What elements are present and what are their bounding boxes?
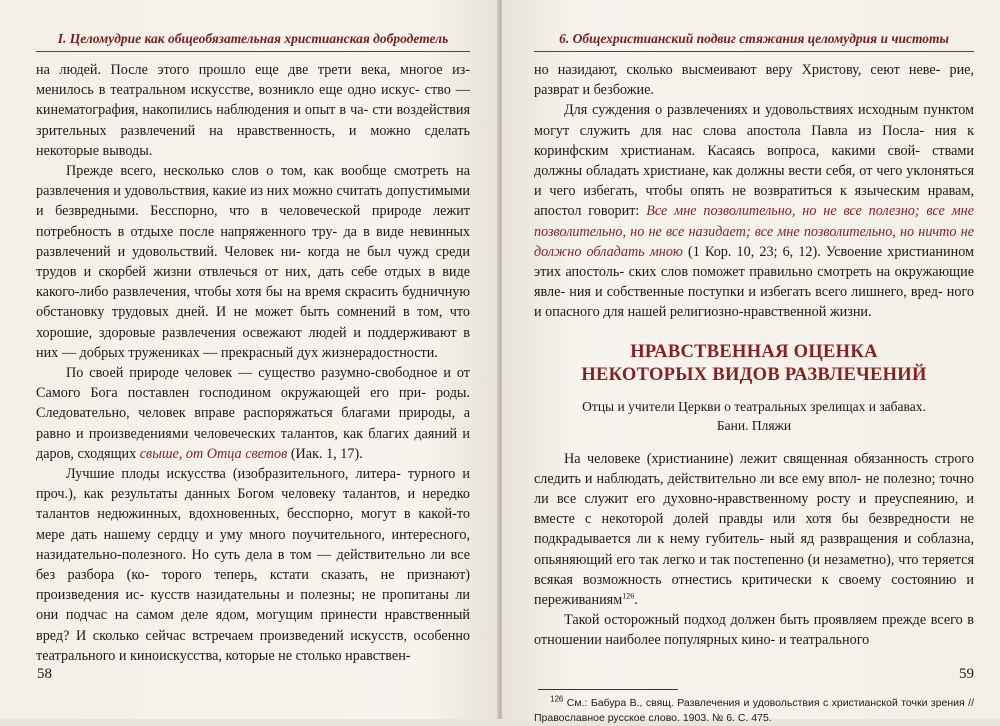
text-line: кусств назидательны и полезны; не пропитаны ли они подчас xyxy=(36,587,470,624)
right-page-number: 59 xyxy=(959,666,974,682)
right-paragraph-1 xyxy=(534,60,974,100)
text-line: На человеке (христианине) лежит священная обязанность xyxy=(564,450,929,467)
text-line: талантов, и нередко талантов недюжинных, вдохновенных, xyxy=(36,486,470,523)
section-heading-line: НЕКОТОРЫХ ВИДОВ РАЗВЛЕЧЕНИЙ xyxy=(581,364,927,385)
text-line: них, дать себе отдых в виде какого-либо развлечения, чтобы xyxy=(36,264,471,301)
right-page xyxy=(502,0,1000,724)
text-line: можно сделать некоторые выводы. xyxy=(36,122,471,159)
text-line: ния к коринфским христианам. Касаясь вопроса, какими свой- xyxy=(534,122,974,159)
text-line: да в виде невинных развлечений и удовольствий. Человек ни- xyxy=(36,223,471,260)
right-section-body xyxy=(534,449,974,651)
scripture-quote: но не все полезно; все мне позволительно, но не все назидает; xyxy=(534,203,975,240)
text-line: много поучительного, интересного, назидательно-полезного. xyxy=(36,526,470,563)
text-line: пунктом могут служить для нас слова апостола Павла из Посла- xyxy=(534,102,975,139)
text-line: строго следить и наблюдать, действительно ли все ему впол- xyxy=(534,450,974,487)
scripture-reference: (Иак. 1, 17). xyxy=(290,445,363,462)
text-line: природе лежит потребность в отдыхе после напряженного тру- xyxy=(36,203,470,240)
section-heading-line: НРАВСТВЕННАЯ ОЦЕНКА xyxy=(630,341,878,362)
text-line: и от Самого Бога поставлен господином окружающей его при- xyxy=(36,365,470,402)
text-line: торого теперь, кстати сказать, не признают) произведения ис- xyxy=(36,567,470,604)
footnote xyxy=(534,696,974,726)
text-line: на людей. После этого прошло еще две трети века, многое из- xyxy=(36,62,470,78)
text-line: Для суждения о развлечениях и удовольствиях исходным xyxy=(564,102,919,119)
left-paragraph-3 xyxy=(36,363,470,464)
text-line: Лучшие плоды искусства (изобразительного, литера- xyxy=(66,466,401,483)
scripture-quote: свыше, от Отца светов xyxy=(139,445,288,462)
right-paragraph-3: На человеке (христианине) лежит священная обязанность строго следить и наблюдать, действительно ли все ему впол- не полезно; точно ли все служит его духовно-нравственному росту и преуспеянию, и вместе с некоторой долей правды или хотя бы безвредности не подкрадывается ли к нему губитель- ный яд развращения и соблазна, опьяняющий его так легко и так постепенно (и незаметно), что теряется всякая возможность отнестись критически к своему состоянию и переживаниям$^{126}$. xyxy=(534,450,975,609)
text-line: тружениках — прекрасный дух жизнерадостности. xyxy=(128,344,438,361)
footnote-number: 126 xyxy=(550,694,564,704)
footnote-text: См.: Бабура В., свящ. Развлечения и удовольствия с христианской точки зрения // Православное русское слово. 1903. № 6. С. 475. xyxy=(534,696,974,724)
text-line: дней. И не может быть сомнений в том, что хорошие, здоровые xyxy=(36,304,471,341)
text-line: Такой осторожный подход должен быть проявляем прежде xyxy=(564,612,927,629)
text-line: менилось в театральном искусстве, возникло еще одно искус- xyxy=(36,82,420,99)
text-line: И сколько сейчас встречаем произведений искусств, особенно xyxy=(75,627,471,644)
section-subheading xyxy=(534,397,974,435)
left-paragraph-2 xyxy=(36,161,470,363)
left-paragraph-1 xyxy=(36,60,470,161)
right-body-text xyxy=(534,60,974,323)
section-heading xyxy=(534,341,974,387)
text-line: росту и преуспеянию, и вместе с некоторой долей правды или xyxy=(534,491,975,528)
text-line: всего в отношении наиболее популярных кино- и театрального xyxy=(534,612,974,649)
section-subheading-line: Бани. Пляжи xyxy=(716,417,792,433)
right-paragraph-2 xyxy=(534,100,974,322)
text-line: рие, разврат и безбожие. xyxy=(534,62,974,99)
scripture-quote: Все мне позволительно, xyxy=(646,203,796,220)
text-line: ствами должны обладать христиане, как должны вести себя, от xyxy=(534,142,974,180)
left-body-text xyxy=(36,60,470,666)
text-line: роды. Следовательно, человек вправе распоряжаться благами xyxy=(36,385,471,422)
text-line: когда не был чужд среди трудов и скорбей жизни отвлечься от xyxy=(36,243,470,281)
text-line: на развлечения и удовольствия, какие из них можно считать xyxy=(36,163,471,200)
text-line: чего уклоняться и чего избегать, чтобы опять не возвратиться xyxy=(534,163,975,200)
text-line: ство — кинематография, накопились наблюдения и опыт в ча- xyxy=(36,82,470,119)
text-line: бесспорно, могут в какой-то мере дать нашему сердцу и уму xyxy=(36,506,470,543)
right-paragraph-4 xyxy=(534,610,974,650)
text-line: театрального и киноискусства, которые не столько нравствен- xyxy=(36,647,411,664)
footnote-reference[interactable]: 126 xyxy=(622,591,635,601)
left-paragraph-4 xyxy=(36,464,470,666)
text-line: но назидают, сколько высмеивают веру Христову, сеют неве- xyxy=(534,62,941,78)
text-line: Прежде всего, несколько слов о том, как вообще смотреть xyxy=(66,163,449,180)
text-line: не полезно; точно ли все служит его духовно-нравственному xyxy=(534,470,975,508)
text-line: Но суть дела в том — действительно ли все без разбора (ко- xyxy=(36,546,470,584)
left-page xyxy=(0,0,498,719)
text-line: на самом деле ядом, могущим принести нравственный вред? xyxy=(36,607,470,644)
text-line: допустимыми и безвредными. Бесспорно, что в человеческой xyxy=(36,183,470,220)
text-line: как благих даяний и даров, сходящих xyxy=(36,425,471,462)
text-line: к языческим нравам, апостол говорит: xyxy=(534,183,975,220)
text-line: хотя бы безвредности не подкрадывается ли к нему губитель- xyxy=(534,511,974,548)
text-line: природы, а равно и произведениями человеческих талантов, xyxy=(36,405,471,442)
left-page-number: 58 xyxy=(37,666,52,682)
text-line: ного и опасного для нашей религиозно-нравственной жизни. xyxy=(534,284,975,321)
right-running-head: 6. Общехристианский подвиг стяжания целомудрия и чистоты xyxy=(534,30,974,52)
text-line: турного и проч.), как результаты данных Богом человеку xyxy=(36,466,471,503)
text-line: ских слов поможет правильно смотреть на окружающие явле- xyxy=(534,264,974,301)
left-running-head: I. Целомудрие как общеобязательная христианская добродетель xyxy=(36,30,470,52)
text-line: (1 Кор. 10, 23; 6, 12). Усвоение христианином этих апостоль- xyxy=(534,243,974,281)
text-line: хотя бы на время скрасить будничную обстановку трудовых xyxy=(36,284,471,321)
text-line: сти воздействия зрительных развлечений на нравственность, и xyxy=(36,102,470,139)
text-line: По своей природе человек — существо разумно-свободное xyxy=(66,365,438,382)
text-line: ния и собственные поступки и избегать всего лишнего, вред- xyxy=(569,284,943,301)
footnote-divider xyxy=(538,689,678,690)
section-subheading-line: Отцы и учители Церкви о театральных зрелищах и забавах. xyxy=(582,398,926,414)
text-line: отнестись критически к своему состоянию и переживаниям xyxy=(534,571,974,609)
text-line: развлечения освежают людей и поддерживают в них — добрых xyxy=(36,324,471,361)
text-line: так постепенно (и незаметно), что теряется всякая возможность xyxy=(534,551,975,588)
text-line: ный яд развращения и соблазна, опьяняющий его так легко и xyxy=(534,531,975,568)
scripture-quote: все мне позволительно, но ничто не должно обладать мною xyxy=(534,223,975,260)
